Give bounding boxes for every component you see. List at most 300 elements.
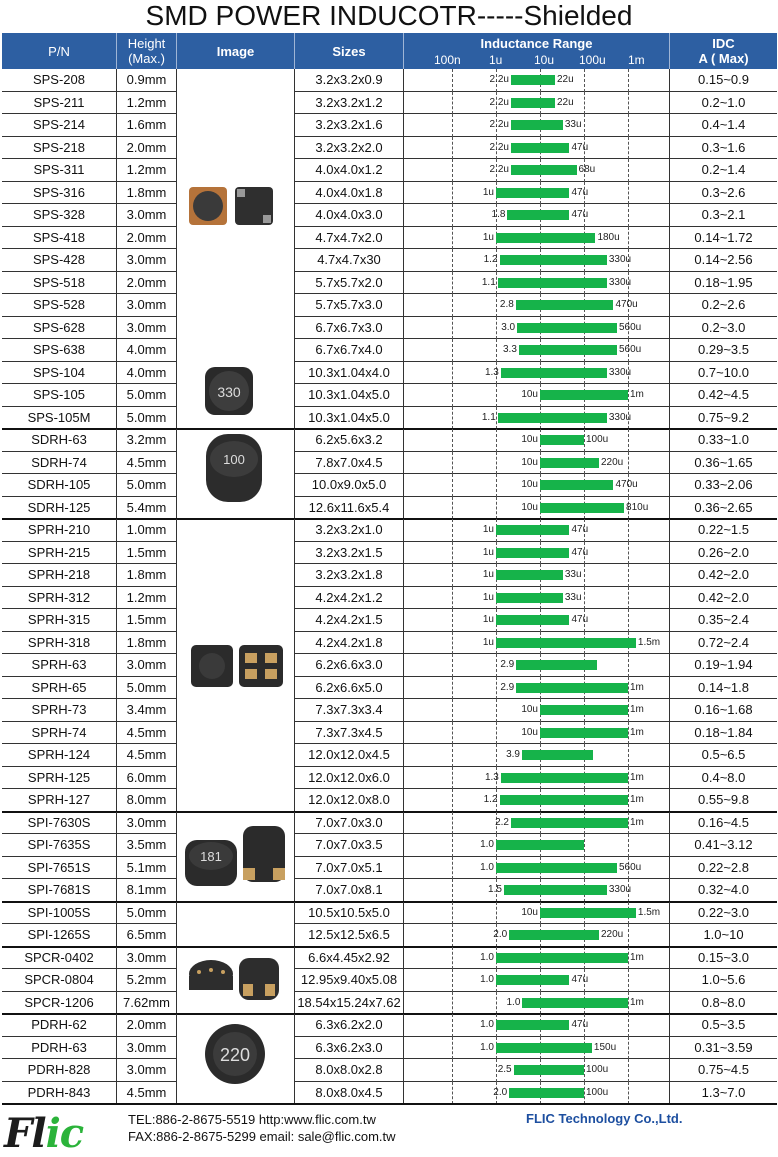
range-gridline <box>496 744 497 767</box>
inductance-bar <box>509 1088 584 1098</box>
range-gridline <box>496 497 497 520</box>
range-gridline <box>628 834 629 857</box>
height-cell: 5.0mm <box>117 474 177 497</box>
range-cell <box>404 992 670 1015</box>
range-gridline <box>628 969 629 992</box>
table-row <box>2 384 777 407</box>
range-gridline <box>452 564 453 587</box>
range-min-label: 1.1 <box>481 411 496 423</box>
range-gridline <box>628 677 629 700</box>
height-cell: 8.1mm <box>117 879 177 902</box>
range-gridline <box>496 902 497 925</box>
size-cell: 7.3x7.3x3.4 <box>295 699 404 722</box>
pn-cell: PDRH-63 <box>2 1037 117 1060</box>
inductance-bar <box>496 863 617 873</box>
pn-cell: SPRH-312 <box>2 587 117 610</box>
range-cell <box>404 474 670 497</box>
inductance-bar <box>511 143 570 153</box>
range-min-label: 10u <box>521 456 538 468</box>
range-cell <box>404 542 670 565</box>
size-cell: 12.0x12.0x6.0 <box>295 767 404 790</box>
range-gridline <box>452 272 453 295</box>
pn-cell: SPRH-210 <box>2 519 117 542</box>
range-min-label: 1.0 <box>506 996 521 1008</box>
size-cell: 8.0x8.0x4.5 <box>295 1082 404 1105</box>
range-min-label: 1u <box>482 591 494 603</box>
idc-cell: 0.14~2.56 <box>670 249 777 272</box>
range-min-label: 10u <box>521 704 538 715</box>
table-row <box>2 317 777 340</box>
pn-cell: SPS-628 <box>2 317 117 340</box>
range-cell <box>404 789 670 812</box>
range-gridline <box>496 429 497 452</box>
idc-cell: 0.31~3.59 <box>670 1037 777 1060</box>
inductance-bar <box>496 548 569 558</box>
height-cell: 4.5mm <box>117 452 177 475</box>
size-cell: 4.2x4.2x1.2 <box>295 587 404 610</box>
idc-cell: 0.14~1.8 <box>670 677 777 700</box>
range-gridline <box>496 722 497 745</box>
height-cell: 3.0mm <box>117 654 177 677</box>
idc-cell: 0.36~1.65 <box>670 452 777 475</box>
idc-cell: 0.41~3.12 <box>670 834 777 857</box>
table-row <box>2 789 777 812</box>
idc-cell: 0.2~3.0 <box>670 317 777 340</box>
inductance-bar <box>504 885 607 895</box>
range-max-label: 1.5m <box>637 906 661 918</box>
height-cell: 3.5mm <box>117 834 177 857</box>
range-cell <box>404 429 670 452</box>
range-gridline <box>496 317 497 340</box>
inductance-bar <box>496 593 563 603</box>
inductance-bar <box>496 570 563 580</box>
header-idc-line1: IDC <box>712 36 735 51</box>
range-max-label: 330u <box>608 366 632 378</box>
inductance-bar <box>522 998 628 1008</box>
range-gridline <box>452 542 453 565</box>
table-row <box>2 1037 777 1060</box>
range-min-label: 10u <box>521 479 538 490</box>
range-gridline <box>452 924 453 947</box>
idc-cell: 0.3~2.6 <box>670 182 777 205</box>
header-idc-line2: A ( Max) <box>698 51 749 66</box>
height-cell: 1.2mm <box>117 587 177 610</box>
svg-text:220: 220 <box>219 1045 251 1065</box>
height-cell: 3.4mm <box>117 699 177 722</box>
range-gridline <box>452 834 453 857</box>
pn-cell: SPCR-0804 <box>2 969 117 992</box>
range-gridline <box>628 69 629 92</box>
range-cell <box>404 632 670 655</box>
range-gridline <box>628 767 629 790</box>
range-gridline <box>628 1037 629 1060</box>
range-min-label: 1.2 <box>483 254 498 265</box>
inductance-bar <box>496 1043 592 1053</box>
pn-cell: SPS-211 <box>2 92 117 115</box>
inductance-bar <box>498 278 607 288</box>
inductance-bar <box>516 660 597 670</box>
range-gridline <box>452 249 453 272</box>
range-cell <box>404 294 670 317</box>
height-cell: 1.2mm <box>117 92 177 115</box>
range-gridline <box>628 924 629 947</box>
size-cell: 3.2x3.2x1.8 <box>295 564 404 587</box>
range-cell <box>404 1082 670 1105</box>
inductance-bar <box>496 615 569 625</box>
table-row <box>2 1082 777 1105</box>
pn-cell: SPI-1005S <box>2 902 117 925</box>
inductance-bar <box>540 728 628 738</box>
range-cell <box>404 159 670 182</box>
tick-label: 100u <box>579 53 606 67</box>
pn-cell: SPRH-74 <box>2 722 117 745</box>
pdrh-inductor-image <box>181 1014 291 1104</box>
range-min-label: 2.2u <box>489 74 509 85</box>
range-min-label: 1.0 <box>480 974 494 985</box>
svg-text:330: 330 <box>217 384 241 400</box>
size-cell: 6.7x6.7x4.0 <box>295 339 404 362</box>
range-gridline <box>452 339 453 362</box>
range-cell <box>404 587 670 610</box>
range-gridline <box>584 834 585 857</box>
range-min-label: 10u <box>521 434 538 445</box>
size-cell: 4.2x4.2x1.8 <box>295 632 404 655</box>
range-gridline <box>452 722 453 745</box>
range-gridline <box>628 812 629 835</box>
idc-cell: 0.75~4.5 <box>670 1059 777 1082</box>
inductance-bar <box>496 188 569 198</box>
inductance-bar <box>519 345 617 355</box>
size-cell: 6.3x6.2x2.0 <box>295 1014 404 1037</box>
height-cell: 5.0mm <box>117 384 177 407</box>
table-row <box>2 1014 777 1037</box>
size-cell: 4.2x4.2x1.5 <box>295 609 404 632</box>
range-gridline <box>452 362 453 385</box>
height-cell: 6.0mm <box>117 767 177 790</box>
range-cell <box>404 272 670 295</box>
range-min-label: 1u <box>482 546 494 558</box>
range-min-label: 1.0 <box>480 1019 494 1030</box>
size-cell: 4.7x4.7x30 <box>295 249 404 272</box>
page-title: SMD POWER INDUCOTR-----Shielded <box>145 0 633 31</box>
height-cell: 1.5mm <box>117 542 177 565</box>
range-gridline <box>584 1059 585 1082</box>
range-gridline <box>452 677 453 700</box>
idc-cell: 0.2~1.4 <box>670 159 777 182</box>
pn-cell: SPRH-65 <box>2 677 117 700</box>
range-gridline <box>584 564 585 587</box>
size-cell: 4.7x4.7x2.0 <box>295 227 404 250</box>
range-cell <box>404 384 670 407</box>
range-max-label: 22u <box>556 96 574 108</box>
range-gridline <box>628 722 629 745</box>
inductance-bar <box>540 435 584 445</box>
range-cell <box>404 767 670 790</box>
range-max-label: 1.5m <box>637 636 661 648</box>
idc-cell: 0.8~8.0 <box>670 992 777 1015</box>
range-min-label: 10u <box>521 906 538 918</box>
range-min-label: 1.2 <box>483 794 498 805</box>
range-gridline <box>584 1082 585 1105</box>
range-min-label: 1.8 <box>491 209 506 220</box>
range-gridline <box>628 744 629 767</box>
height-cell: 8.0mm <box>117 789 177 812</box>
range-gridline <box>628 654 629 677</box>
pn-cell: PDRH-843 <box>2 1082 117 1105</box>
inductance-bar <box>496 1020 569 1030</box>
range-gridline <box>452 294 453 317</box>
table-row <box>2 812 777 835</box>
header-image <box>177 33 295 69</box>
header-range-label: Inductance Range <box>480 36 593 51</box>
company-name: FLIC Technology Co.,Ltd. <box>526 1111 683 1126</box>
range-gridline <box>496 339 497 362</box>
idc-cell: 0.14~1.72 <box>670 227 777 250</box>
inductance-bar <box>496 840 584 850</box>
range-cell <box>404 1014 670 1037</box>
range-max-label: 1m <box>630 996 644 1008</box>
pn-cell: SPI-7651S <box>2 857 117 880</box>
size-cell: 4.0x4.0x1.8 <box>295 182 404 205</box>
table-row <box>2 969 777 992</box>
range-gridline <box>452 789 453 812</box>
size-cell: 3.2x3.2x1.6 <box>295 114 404 137</box>
table-row <box>2 1059 777 1082</box>
table-row <box>2 587 777 610</box>
range-cell <box>404 812 670 835</box>
range-min-label: 1u <box>482 186 494 198</box>
range-cell <box>404 924 670 947</box>
height-cell: 5.0mm <box>117 407 177 430</box>
range-min-label: 1u <box>482 524 494 535</box>
range-max-label: 1m <box>630 951 644 963</box>
contact-tel: TEL:886-2-8675-5519 http:www.flic.com.tw <box>128 1112 376 1127</box>
inductance-bar <box>500 255 607 265</box>
table-row <box>2 452 777 475</box>
idc-cell: 0.18~1.84 <box>670 722 777 745</box>
range-cell <box>404 609 670 632</box>
range-cell <box>404 519 670 542</box>
size-cell: 7.0x7.0x5.1 <box>295 857 404 880</box>
range-gridline <box>452 474 453 497</box>
range-gridline <box>628 159 629 182</box>
table-row <box>2 677 777 700</box>
range-min-label: 1.0 <box>480 951 494 963</box>
inductance-bar <box>498 413 607 423</box>
table-row <box>2 744 777 767</box>
range-min-label: 3.9 <box>506 749 520 760</box>
range-cell <box>404 654 670 677</box>
size-cell: 10.5x10.5x5.0 <box>295 902 404 925</box>
size-cell: 5.7x5.7x3.0 <box>295 294 404 317</box>
height-cell: 5.0mm <box>117 902 177 925</box>
range-cell <box>404 969 670 992</box>
idc-cell: 0.42~4.5 <box>670 384 777 407</box>
header-pn-label: P/N <box>48 43 70 59</box>
group-separator <box>2 1103 777 1105</box>
range-cell <box>404 452 670 475</box>
size-cell: 6.6x4.45x2.92 <box>295 947 404 970</box>
range-gridline <box>628 1059 629 1082</box>
range-cell <box>404 407 670 430</box>
pn-cell: SPRH-218 <box>2 564 117 587</box>
range-gridline <box>452 407 453 430</box>
pn-cell: SPS-105 <box>2 384 117 407</box>
size-cell: 10.3x1.04x5.0 <box>295 384 404 407</box>
idc-cell: 0.33~2.06 <box>670 474 777 497</box>
table-row <box>2 947 777 970</box>
range-gridline <box>628 699 629 722</box>
inductance-bar <box>496 525 569 535</box>
range-gridline <box>452 654 453 677</box>
range-cell <box>404 1059 670 1082</box>
size-cell: 7.8x7.0x4.5 <box>295 452 404 475</box>
range-gridline <box>628 452 629 475</box>
range-gridline <box>452 159 453 182</box>
header-sizes <box>295 33 404 69</box>
height-cell: 2.0mm <box>117 272 177 295</box>
header-pn <box>2 33 117 69</box>
range-gridline <box>584 587 585 610</box>
range-max-label: 330u <box>608 411 632 423</box>
range-min-label: 3.0 <box>501 321 516 333</box>
range-max-label: 100u <box>586 434 609 445</box>
range-min-label: 2.8 <box>499 299 514 310</box>
idc-cell: 0.16~1.68 <box>670 699 777 722</box>
height-cell: 6.5mm <box>117 924 177 947</box>
inductance-bar <box>540 705 628 715</box>
pn-cell: SDRH-125 <box>2 497 117 520</box>
pn-cell: SPS-104 <box>2 362 117 385</box>
range-max-label: 47u <box>571 209 589 220</box>
idc-cell: 0.3~1.6 <box>670 137 777 160</box>
height-cell: 1.2mm <box>117 159 177 182</box>
table-row <box>2 362 777 385</box>
range-min-label: 2.2u <box>489 96 509 108</box>
product-image <box>178 902 294 947</box>
table-row <box>2 834 777 857</box>
range-cell <box>404 92 670 115</box>
idc-cell: 0.26~2.0 <box>670 542 777 565</box>
range-max-label: 100u <box>586 1064 609 1075</box>
range-cell <box>404 744 670 767</box>
range-min-label: 1u <box>482 636 494 648</box>
range-cell <box>404 699 670 722</box>
range-gridline <box>496 294 497 317</box>
height-cell: 7.62mm <box>117 992 177 1015</box>
range-cell <box>404 902 670 925</box>
height-cell: 5.1mm <box>117 857 177 880</box>
height-cell: 4.0mm <box>117 362 177 385</box>
inductance-bar <box>516 683 628 693</box>
range-max-label: 47u <box>571 546 589 558</box>
range-max-label: 1m <box>630 816 644 828</box>
table-row <box>2 542 777 565</box>
product-image <box>178 1014 294 1104</box>
size-cell: 4.0x4.0x3.0 <box>295 204 404 227</box>
idc-cell: 0.5~6.5 <box>670 744 777 767</box>
inductance-bar <box>514 1065 584 1075</box>
size-cell: 3.2x3.2x0.9 <box>295 69 404 92</box>
pn-cell: SPRH-125 <box>2 767 117 790</box>
idc-cell: 0.29~3.5 <box>670 339 777 362</box>
range-cell <box>404 497 670 520</box>
sprh-inductor-image <box>181 519 291 811</box>
table-row <box>2 879 777 902</box>
pn-cell: SPS-418 <box>2 227 117 250</box>
idc-cell: 0.42~2.0 <box>670 587 777 610</box>
inductance-bar <box>500 795 628 805</box>
height-cell: 3.0mm <box>117 204 177 227</box>
table-row <box>2 654 777 677</box>
range-min-label: 10u <box>521 726 538 738</box>
size-cell: 5.7x5.7x2.0 <box>295 272 404 295</box>
inductance-bar <box>496 975 569 985</box>
range-gridline <box>452 1014 453 1037</box>
range-max-label: 330u <box>608 276 632 288</box>
size-cell: 3.2x3.2x1.2 <box>295 92 404 115</box>
range-gridline <box>452 69 453 92</box>
size-cell: 6.2x6.6x5.0 <box>295 677 404 700</box>
range-gridline <box>496 384 497 407</box>
range-cell <box>404 204 670 227</box>
table-row <box>2 609 777 632</box>
range-gridline <box>628 137 629 160</box>
range-max-label: 1m <box>630 681 644 693</box>
range-cell <box>404 1037 670 1060</box>
range-gridline <box>584 69 585 92</box>
pn-cell: SPI-7635S <box>2 834 117 857</box>
footer <box>0 1106 778 1157</box>
range-max-label: 47u <box>571 141 589 153</box>
range-gridline <box>628 789 629 812</box>
size-cell: 12.0x12.0x4.5 <box>295 744 404 767</box>
header-idc <box>670 33 777 69</box>
header-height-line2: (Max.) <box>128 51 165 66</box>
height-cell: 3.2mm <box>117 429 177 452</box>
pn-cell: SPS-105M <box>2 407 117 430</box>
table-row <box>2 699 777 722</box>
range-min-label: 2.2u <box>489 119 509 130</box>
size-cell: 7.0x7.0x3.5 <box>295 834 404 857</box>
inductance-bar <box>522 750 593 760</box>
table-row <box>2 204 777 227</box>
range-max-label: 330u <box>608 884 632 895</box>
range-gridline <box>496 992 497 1015</box>
idc-cell: 1.3~7.0 <box>670 1082 777 1105</box>
idc-cell: 0.36~2.65 <box>670 497 777 520</box>
size-cell: 18.54x15.24x7.62 <box>295 992 404 1015</box>
range-max-label: 33u <box>564 119 582 130</box>
range-gridline <box>452 1037 453 1060</box>
range-cell <box>404 114 670 137</box>
range-min-label: 2.0 <box>493 929 508 940</box>
idc-cell: 0.22~1.5 <box>670 519 777 542</box>
range-gridline <box>584 429 585 452</box>
height-cell: 1.5mm <box>117 609 177 632</box>
idc-cell: 0.15~0.9 <box>670 69 777 92</box>
size-cell: 3.2x3.2x1.5 <box>295 542 404 565</box>
height-cell: 3.0mm <box>117 1037 177 1060</box>
contact-fax: FAX:886-2-8675-5299 email: sale@flic.com.tw <box>128 1129 396 1144</box>
table-row <box>2 407 777 430</box>
range-gridline <box>452 519 453 542</box>
range-min-label: 1.1 <box>481 276 496 288</box>
range-gridline <box>452 317 453 340</box>
inductance-bar <box>517 323 617 333</box>
idc-cell: 0.42~2.0 <box>670 564 777 587</box>
pn-cell: SPRH-63 <box>2 654 117 677</box>
